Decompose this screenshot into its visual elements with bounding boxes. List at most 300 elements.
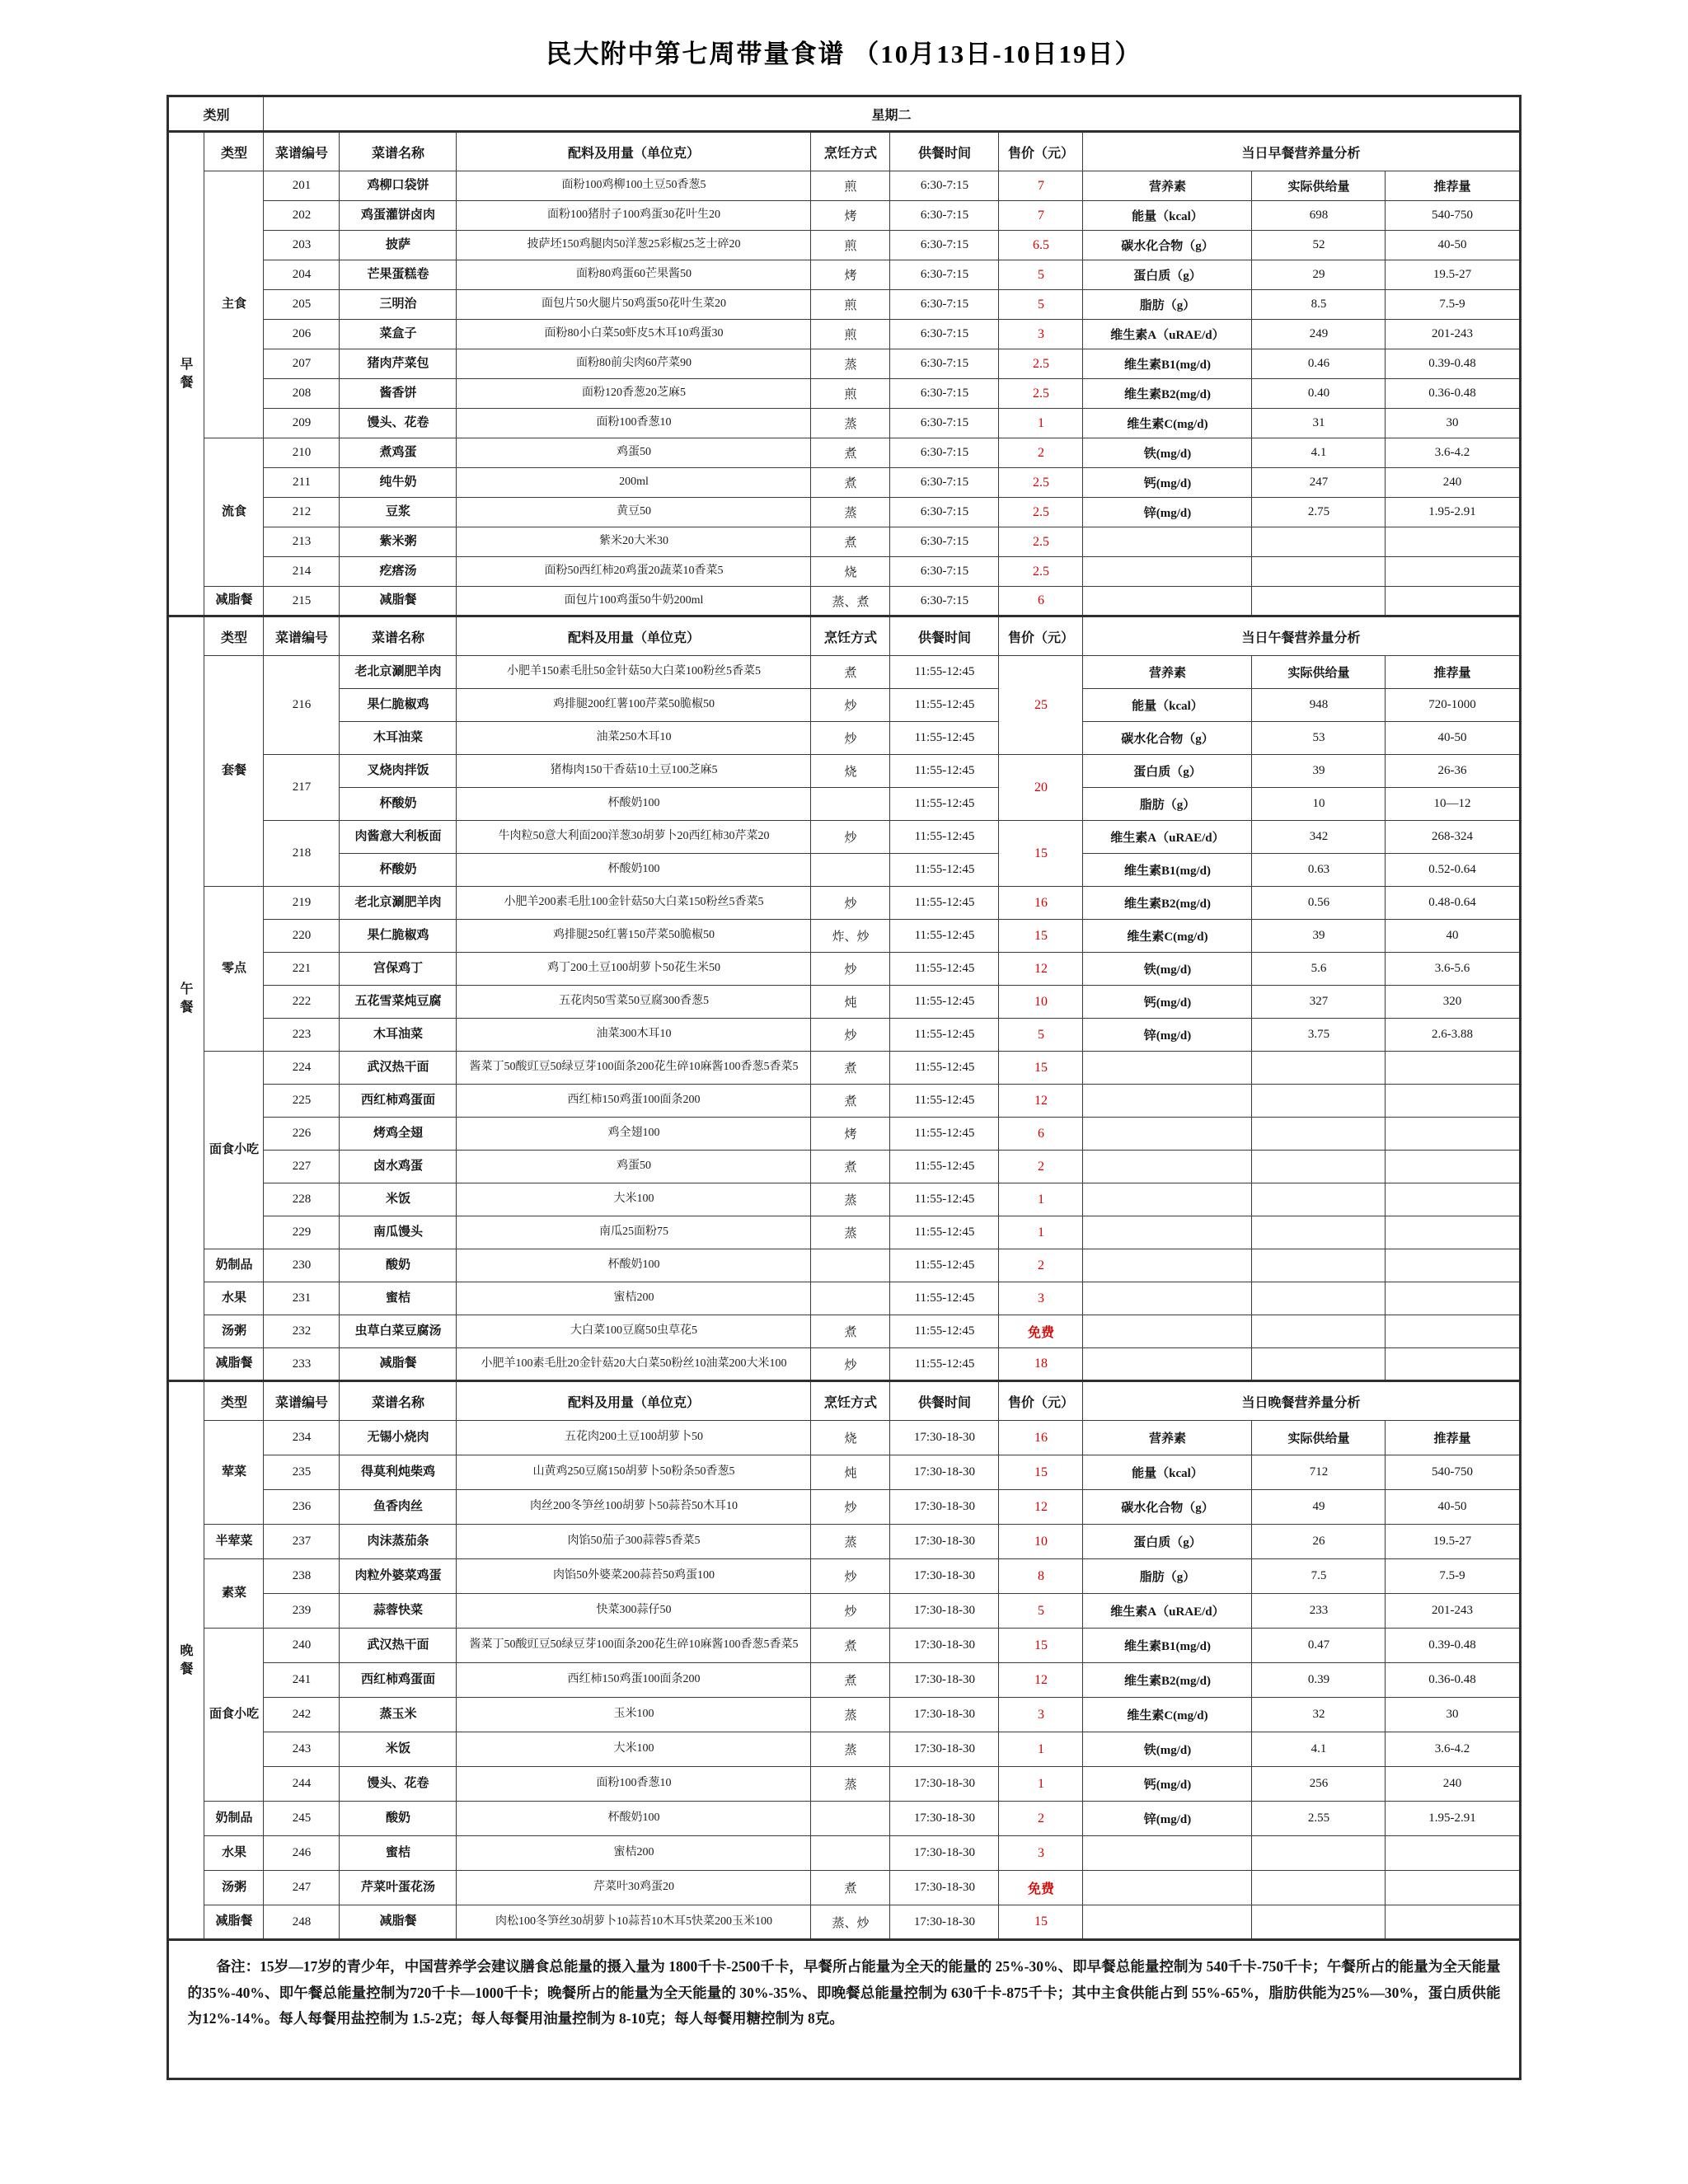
dish-code-cell: 238 (264, 1559, 340, 1594)
serving-time-cell: 17:30-18-30 (890, 1698, 999, 1732)
dish-name-cell: 米饭 (340, 1183, 457, 1216)
serving-time-cell: 17:30-18-30 (890, 1490, 999, 1525)
empty-cell (1386, 1282, 1520, 1315)
recommended-col-header: 推荐量 (1386, 656, 1520, 689)
dish-code-cell: 232 (264, 1315, 340, 1348)
nutrient-recommended-cell: 7.5-9 (1386, 290, 1520, 320)
nutrient-name-cell: 能量（kcal） (1083, 201, 1252, 231)
price-cell: 2 (999, 1249, 1083, 1282)
nutrient-name-cell: 维生素C(mg/d) (1083, 920, 1252, 953)
serving-time-cell: 11:55-12:45 (890, 1085, 999, 1118)
ingredients-cell: 杯酸奶100 (457, 1802, 811, 1836)
dish-name-cell: 煮鸡蛋 (340, 438, 457, 468)
serving-time-cell: 17:30-18-30 (890, 1594, 999, 1629)
dish-name-cell: 木耳油菜 (340, 1019, 457, 1052)
ingredients-cell: 五花肉200土豆100胡萝卜50 (457, 1421, 811, 1455)
cooking-method-cell: 煮 (811, 438, 890, 468)
dish-name-cell: 蒜蓉快菜 (340, 1594, 457, 1629)
nutrient-name-cell: 维生素B2(mg/d) (1083, 1663, 1252, 1698)
dish-name-cell: 卤水鸡蛋 (340, 1151, 457, 1183)
day-label: 星期二 (264, 96, 1520, 132)
analysis-header: 当日午餐营养量分析 (1083, 616, 1520, 656)
empty-cell (1386, 587, 1520, 616)
footnote: 备注：15岁—17岁的青少年，中国营养学会建议膳食总能量的摄入量为 1800千卡-2500千卡，早餐所占能量为全天的能量的 25%-30%、即早餐总能量控制为 540千卡-750千卡；午餐所占的能量为全天能量的35%-40%、即午餐总能量控制为720千卡—1000千卡；晚餐所占的能量为全天能量的 30%-35%、即晚餐总能量控制为 630千卡-875千卡；其中主食供能占到 55%-65%，脂肪供能为25%—30%，蛋白质供能为12%-14%。每人每餐用盐控制为 1.5-2克；每人每餐用油量控制为 8-10克；每人每餐用糖控制为 8克。 (168, 1940, 1520, 2079)
dish-name-cell: 肉酱意大利板面 (340, 821, 457, 854)
serving-time-cell: 6:30-7:15 (890, 320, 999, 349)
serving-time-cell: 11:55-12:45 (890, 854, 999, 887)
dish-code-cell: 223 (264, 1019, 340, 1052)
category-cell: 流食 (204, 438, 264, 587)
cooking-method-cell: 炒 (811, 1348, 890, 1381)
dish-code-cell: 214 (264, 557, 340, 587)
cooking-method-cell: 蒸 (811, 1698, 890, 1732)
nutrient-recommended-cell: 240 (1386, 468, 1520, 498)
empty-cell (1083, 1216, 1252, 1249)
dish-code-cell: 227 (264, 1151, 340, 1183)
category-cell: 荤菜 (204, 1421, 264, 1525)
ingredients-cell: 酱菜丁50酸豇豆50绿豆芽100面条200花生碎10麻酱100香葱5香菜5 (457, 1629, 811, 1663)
col-header-type: 类型 (204, 1381, 264, 1421)
price-cell: 18 (999, 1348, 1083, 1381)
dish-code-cell: 221 (264, 953, 340, 986)
nutrient-name-cell: 维生素B1(mg/d) (1083, 349, 1252, 379)
nutrient-col-header: 营养素 (1083, 656, 1252, 689)
cooking-method-cell: 烧 (811, 557, 890, 587)
nutrient-recommended-cell: 19.5-27 (1386, 260, 1520, 290)
category-cell: 奶制品 (204, 1249, 264, 1282)
nutrient-actual-cell: 0.56 (1252, 887, 1386, 920)
dish-name-cell: 猪肉芹菜包 (340, 349, 457, 379)
ingredients-cell: 杯酸奶100 (457, 1249, 811, 1282)
empty-cell (1083, 1151, 1252, 1183)
empty-cell (1252, 1183, 1386, 1216)
nutrient-name-cell: 蛋白质（g） (1083, 755, 1252, 788)
dish-name-cell: 馒头、花卷 (340, 1767, 457, 1802)
empty-cell (1386, 1118, 1520, 1151)
col-header-time: 供餐时间 (890, 132, 999, 171)
category-cell: 面食小吃 (204, 1052, 264, 1249)
dish-code-cell: 247 (264, 1871, 340, 1905)
price-cell: 2.5 (999, 498, 1083, 527)
nutrient-name-cell: 脂肪（g） (1083, 290, 1252, 320)
serving-time-cell: 6:30-7:15 (890, 409, 999, 438)
empty-cell (1386, 1315, 1520, 1348)
dish-code-cell: 234 (264, 1421, 340, 1455)
serving-time-cell: 17:30-18-30 (890, 1871, 999, 1905)
serving-time-cell: 6:30-7:15 (890, 438, 999, 468)
price-cell: 12 (999, 1085, 1083, 1118)
category-cell: 减脂餐 (204, 1348, 264, 1381)
dish-name-cell: 西红柿鸡蛋面 (340, 1663, 457, 1698)
dish-name-cell: 老北京涮肥羊肉 (340, 656, 457, 689)
nutrient-recommended-cell: 320 (1386, 986, 1520, 1019)
cooking-method-cell: 炒 (811, 1594, 890, 1629)
dish-name-cell: 纯牛奶 (340, 468, 457, 498)
cooking-method-cell: 煎 (811, 320, 890, 349)
nutrient-actual-cell: 26 (1252, 1525, 1386, 1559)
cooking-method-cell: 煎 (811, 290, 890, 320)
serving-time-cell: 11:55-12:45 (890, 1315, 999, 1348)
cooking-method-cell: 煎 (811, 379, 890, 409)
serving-time-cell: 6:30-7:15 (890, 379, 999, 409)
serving-time-cell: 11:55-12:45 (890, 920, 999, 953)
price-cell: 7 (999, 171, 1083, 201)
price-cell: 1 (999, 1183, 1083, 1216)
dish-code-cell: 207 (264, 349, 340, 379)
nutrient-actual-cell: 247 (1252, 468, 1386, 498)
dish-name-cell: 酸奶 (340, 1802, 457, 1836)
cooking-method-cell: 炖 (811, 986, 890, 1019)
ingredients-cell: 酱菜丁50酸豇豆50绿豆芽100面条200花生碎10麻酱100香葱5香菜5 (457, 1052, 811, 1085)
ingredients-cell: 面包片50火腿片50鸡蛋50花叶生菜20 (457, 290, 811, 320)
ingredients-cell: 南瓜25面粉75 (457, 1216, 811, 1249)
nutrient-actual-cell: 0.39 (1252, 1663, 1386, 1698)
nutrient-recommended-cell: 40-50 (1386, 1490, 1520, 1525)
cooking-method-cell (811, 788, 890, 821)
price-cell: 12 (999, 1663, 1083, 1698)
empty-cell (1252, 557, 1386, 587)
dish-code-cell: 222 (264, 986, 340, 1019)
col-header-name: 菜谱名称 (340, 1381, 457, 1421)
cooking-method-cell: 炒 (811, 953, 890, 986)
price-cell: 2.5 (999, 527, 1083, 557)
dish-code-cell: 248 (264, 1905, 340, 1940)
price-cell: 5 (999, 260, 1083, 290)
nutrient-name-cell: 铁(mg/d) (1083, 1732, 1252, 1767)
nutrient-actual-cell: 31 (1252, 409, 1386, 438)
dish-name-cell: 减脂餐 (340, 587, 457, 616)
recommended-col-header: 推荐量 (1386, 171, 1520, 201)
cooking-method-cell: 烤 (811, 1118, 890, 1151)
empty-cell (1252, 1085, 1386, 1118)
price-cell: 1 (999, 1732, 1083, 1767)
dish-code-cell: 224 (264, 1052, 340, 1085)
cooking-method-cell (811, 1836, 890, 1871)
price-cell: 10 (999, 1525, 1083, 1559)
dish-code-cell: 205 (264, 290, 340, 320)
empty-cell (1083, 1085, 1252, 1118)
menu-table (166, 95, 1521, 2080)
dish-name-cell: 鸡蛋灌饼卤肉 (340, 201, 457, 231)
nutrient-actual-cell: 948 (1252, 689, 1386, 722)
analysis-header: 当日早餐营养量分析 (1083, 132, 1520, 171)
dish-name-cell: 鸡柳口袋饼 (340, 171, 457, 201)
dish-name-cell: 西红柿鸡蛋面 (340, 1085, 457, 1118)
nutrient-name-cell: 铁(mg/d) (1083, 438, 1252, 468)
meal-label: 午餐 (168, 616, 204, 1381)
ingredients-cell: 200ml (457, 468, 811, 498)
nutrient-actual-cell: 327 (1252, 986, 1386, 1019)
empty-cell (1386, 527, 1520, 557)
nutrient-name-cell: 碳水化合物（g） (1083, 1490, 1252, 1525)
cooking-method-cell: 蒸 (811, 1216, 890, 1249)
col-header-ingredients: 配料及用量（单位克） (457, 1381, 811, 1421)
nutrient-recommended-cell: 26-36 (1386, 755, 1520, 788)
dish-code-cell: 226 (264, 1118, 340, 1151)
dish-name-cell: 蜜桔 (340, 1836, 457, 1871)
dish-name-cell: 馒头、花卷 (340, 409, 457, 438)
serving-time-cell: 11:55-12:45 (890, 1052, 999, 1085)
dish-code-cell: 225 (264, 1085, 340, 1118)
price-cell: 6 (999, 1118, 1083, 1151)
dish-name-cell: 酸奶 (340, 1249, 457, 1282)
nutrient-recommended-cell: 0.48-0.64 (1386, 887, 1520, 920)
actual-supply-col-header: 实际供给量 (1252, 1421, 1386, 1455)
cooking-method-cell: 烧 (811, 1421, 890, 1455)
dish-code-cell: 243 (264, 1732, 340, 1767)
cooking-method-cell: 煮 (811, 1871, 890, 1905)
serving-time-cell: 6:30-7:15 (890, 468, 999, 498)
nutrient-actual-cell: 0.40 (1252, 379, 1386, 409)
price-cell: 7 (999, 201, 1083, 231)
dish-code-cell: 206 (264, 320, 340, 349)
nutrient-recommended-cell: 0.39-0.48 (1386, 1629, 1520, 1663)
nutrient-name-cell: 维生素A（uRAE/d） (1083, 1594, 1252, 1629)
ingredients-cell: 面粉120香葱20芝麻5 (457, 379, 811, 409)
cooking-method-cell: 蒸、煮 (811, 587, 890, 616)
ingredients-cell: 面粉100香葱10 (457, 409, 811, 438)
category-cell: 主食 (204, 171, 264, 438)
cooking-method-cell: 烤 (811, 201, 890, 231)
price-cell: 10 (999, 986, 1083, 1019)
nutrient-actual-cell: 0.63 (1252, 854, 1386, 887)
empty-cell (1252, 587, 1386, 616)
ingredients-cell: 肉松100冬笋丝30胡萝卜10蒜苔10木耳5快菜200玉米100 (457, 1905, 811, 1940)
nutrient-name-cell: 维生素B1(mg/d) (1083, 1629, 1252, 1663)
col-header-name: 菜谱名称 (340, 616, 457, 656)
ingredients-cell: 西红柿150鸡蛋100面条200 (457, 1663, 811, 1698)
dish-code-cell: 239 (264, 1594, 340, 1629)
nutrient-name-cell: 维生素B2(mg/d) (1083, 379, 1252, 409)
serving-time-cell: 17:30-18-30 (890, 1629, 999, 1663)
cooking-method-cell: 煮 (811, 1151, 890, 1183)
nutrient-recommended-cell: 2.6-3.88 (1386, 1019, 1520, 1052)
empty-cell (1386, 1216, 1520, 1249)
col-header-type: 类型 (204, 616, 264, 656)
nutrient-actual-cell: 8.5 (1252, 290, 1386, 320)
ingredients-cell: 小肥羊100素毛肚20金针菇20大白菜50粉丝10油菜200大米100 (457, 1348, 811, 1381)
dish-name-cell: 五花雪菜炖豆腐 (340, 986, 457, 1019)
cooking-method-cell: 炒 (811, 887, 890, 920)
dish-name-cell: 三明治 (340, 290, 457, 320)
cooking-method-cell: 煮 (811, 1663, 890, 1698)
ingredients-cell: 面粉100香葱10 (457, 1767, 811, 1802)
nutrient-recommended-cell: 240 (1386, 1767, 1520, 1802)
dish-name-cell: 米饭 (340, 1732, 457, 1767)
price-cell: 1 (999, 1767, 1083, 1802)
meal-label: 晚餐 (168, 1381, 204, 1940)
ingredients-cell: 鸡全翅100 (457, 1118, 811, 1151)
dish-code-cell: 237 (264, 1525, 340, 1559)
ingredients-cell: 面粉100猪肘子100鸡蛋30花叶生20 (457, 201, 811, 231)
corner-label: 类别 (168, 96, 264, 132)
empty-cell (1252, 527, 1386, 557)
serving-time-cell: 6:30-7:15 (890, 231, 999, 260)
empty-cell (1083, 1282, 1252, 1315)
footnote-row (168, 1940, 1520, 2079)
dish-name-cell: 芒果蛋糕卷 (340, 260, 457, 290)
meal-label: 早餐 (168, 132, 204, 616)
dish-code-cell: 218 (264, 821, 340, 887)
col-header-code: 菜谱编号 (264, 132, 340, 171)
col-header-name: 菜谱名称 (340, 132, 457, 171)
dish-name-cell: 果仁脆椒鸡 (340, 920, 457, 953)
serving-time-cell: 11:55-12:45 (890, 689, 999, 722)
nutrient-recommended-cell: 30 (1386, 1698, 1520, 1732)
nutrient-col-header: 营养素 (1083, 171, 1252, 201)
ingredients-cell: 面包片100鸡蛋50牛奶200ml (457, 587, 811, 616)
empty-cell (1083, 1348, 1252, 1381)
nutrient-actual-cell: 342 (1252, 821, 1386, 854)
price-cell: 2.5 (999, 468, 1083, 498)
nutrient-name-cell: 脂肪（g） (1083, 788, 1252, 821)
cooking-method-cell: 煮 (811, 468, 890, 498)
nutrient-actual-cell: 0.46 (1252, 349, 1386, 379)
nutrient-recommended-cell: 540-750 (1386, 201, 1520, 231)
serving-time-cell: 11:55-12:45 (890, 1249, 999, 1282)
serving-time-cell: 17:30-18-30 (890, 1525, 999, 1559)
dish-code-cell: 240 (264, 1629, 340, 1663)
nutrient-actual-cell: 3.75 (1252, 1019, 1386, 1052)
dish-name-cell: 杯酸奶 (340, 854, 457, 887)
category-cell: 汤粥 (204, 1315, 264, 1348)
ingredients-cell: 黄豆50 (457, 498, 811, 527)
nutrient-actual-cell: 233 (1252, 1594, 1386, 1629)
ingredients-cell: 面粉80小白菜50虾皮5木耳10鸡蛋30 (457, 320, 811, 349)
empty-cell (1083, 587, 1252, 616)
col-header-ingredients: 配料及用量（单位克） (457, 132, 811, 171)
nutrient-col-header: 营养素 (1083, 1421, 1252, 1455)
nutrient-name-cell: 维生素A（uRAE/d） (1083, 821, 1252, 854)
dish-code-cell: 212 (264, 498, 340, 527)
category-cell: 零点 (204, 887, 264, 1052)
serving-time-cell: 11:55-12:45 (890, 821, 999, 854)
cooking-method-cell: 煮 (811, 1085, 890, 1118)
empty-cell (1386, 1871, 1520, 1905)
serving-time-cell: 17:30-18-30 (890, 1802, 999, 1836)
dish-name-cell: 披萨 (340, 231, 457, 260)
col-header-method: 烹饪方式 (811, 616, 890, 656)
nutrient-name-cell: 锌(mg/d) (1083, 1802, 1252, 1836)
empty-cell (1386, 557, 1520, 587)
price-cell: 2 (999, 438, 1083, 468)
cooking-method-cell: 烤 (811, 260, 890, 290)
nutrient-actual-cell: 52 (1252, 231, 1386, 260)
category-cell: 套餐 (204, 656, 264, 887)
nutrient-name-cell: 碳水化合物（g） (1083, 231, 1252, 260)
dish-code-cell: 203 (264, 231, 340, 260)
dish-code-cell: 215 (264, 587, 340, 616)
nutrient-recommended-cell: 0.39-0.48 (1386, 349, 1520, 379)
empty-cell (1083, 1315, 1252, 1348)
nutrient-recommended-cell: 1.95-2.91 (1386, 498, 1520, 527)
dish-code-cell: 210 (264, 438, 340, 468)
nutrient-actual-cell: 32 (1252, 1698, 1386, 1732)
price-cell: 20 (999, 755, 1083, 821)
category-cell: 减脂餐 (204, 1905, 264, 1940)
serving-time-cell: 17:30-18-30 (890, 1905, 999, 1940)
nutrient-name-cell: 钙(mg/d) (1083, 1767, 1252, 1802)
nutrient-actual-cell: 4.1 (1252, 1732, 1386, 1767)
dish-code-cell: 213 (264, 527, 340, 557)
ingredients-cell: 玉米100 (457, 1698, 811, 1732)
ingredients-cell: 芹菜叶30鸡蛋20 (457, 1871, 811, 1905)
cooking-method-cell: 煎 (811, 171, 890, 201)
dish-name-cell: 杯酸奶 (340, 788, 457, 821)
dish-name-cell: 紫米粥 (340, 527, 457, 557)
empty-cell (1386, 1183, 1520, 1216)
nutrient-name-cell: 维生素B2(mg/d) (1083, 887, 1252, 920)
dish-code-cell: 217 (264, 755, 340, 821)
nutrient-name-cell: 锌(mg/d) (1083, 498, 1252, 527)
price-cell: 3 (999, 1282, 1083, 1315)
dish-name-cell: 蒸玉米 (340, 1698, 457, 1732)
nutrient-name-cell: 钙(mg/d) (1083, 986, 1252, 1019)
nutrient-name-cell: 能量（kcal） (1083, 1455, 1252, 1490)
serving-time-cell: 11:55-12:45 (890, 1118, 999, 1151)
nutrient-recommended-cell: 40 (1386, 920, 1520, 953)
col-header-code: 菜谱编号 (264, 1381, 340, 1421)
category-cell: 汤粥 (204, 1871, 264, 1905)
nutrient-actual-cell: 698 (1252, 201, 1386, 231)
cooking-method-cell (811, 1282, 890, 1315)
cooking-method-cell: 烧 (811, 755, 890, 788)
dish-code-cell: 231 (264, 1282, 340, 1315)
nutrient-name-cell: 维生素B1(mg/d) (1083, 854, 1252, 887)
serving-time-cell: 6:30-7:15 (890, 260, 999, 290)
empty-cell (1083, 557, 1252, 587)
serving-time-cell: 6:30-7:15 (890, 349, 999, 379)
serving-time-cell: 11:55-12:45 (890, 656, 999, 689)
price-cell: 1 (999, 1216, 1083, 1249)
dish-code-cell: 211 (264, 468, 340, 498)
recommended-col-header: 推荐量 (1386, 1421, 1520, 1455)
nutrient-recommended-cell: 30 (1386, 409, 1520, 438)
nutrient-name-cell: 脂肪（g） (1083, 1559, 1252, 1594)
ingredients-cell: 小肥羊200素毛肚100金针菇50大白菜150粉丝5香菜5 (457, 887, 811, 920)
empty-cell (1386, 1052, 1520, 1085)
empty-cell (1083, 1052, 1252, 1085)
empty-cell (1386, 1085, 1520, 1118)
nutrient-recommended-cell: 268-324 (1386, 821, 1520, 854)
dish-name-cell: 宫保鸡丁 (340, 953, 457, 986)
price-cell: 12 (999, 953, 1083, 986)
price-cell: 2.5 (999, 349, 1083, 379)
serving-time-cell: 11:55-12:45 (890, 1348, 999, 1381)
ingredients-cell: 蜜桔200 (457, 1836, 811, 1871)
serving-time-cell: 6:30-7:15 (890, 527, 999, 557)
cooking-method-cell: 蒸 (811, 409, 890, 438)
price-cell: 2 (999, 1151, 1083, 1183)
nutrient-name-cell: 维生素A（uRAE/d） (1083, 320, 1252, 349)
dish-name-cell: 老北京涮肥羊肉 (340, 887, 457, 920)
cooking-method-cell: 炒 (811, 1559, 890, 1594)
serving-time-cell: 11:55-12:45 (890, 1151, 999, 1183)
dish-code-cell: 236 (264, 1490, 340, 1525)
category-cell: 面食小吃 (204, 1629, 264, 1802)
empty-cell (1252, 1249, 1386, 1282)
ingredients-cell: 鸡排腿200红薯100芹菜50脆椒50 (457, 689, 811, 722)
nutrient-actual-cell: 10 (1252, 788, 1386, 821)
serving-time-cell: 6:30-7:15 (890, 171, 999, 201)
empty-cell (1083, 527, 1252, 557)
ingredients-cell: 鸡丁200土豆100胡萝卜50花生米50 (457, 953, 811, 986)
ingredients-cell: 面粉100鸡柳100土豆50香葱5 (457, 171, 811, 201)
empty-cell (1083, 1836, 1252, 1871)
ingredients-cell: 大米100 (457, 1732, 811, 1767)
serving-time-cell: 11:55-12:45 (890, 1183, 999, 1216)
price-cell: 3 (999, 1836, 1083, 1871)
